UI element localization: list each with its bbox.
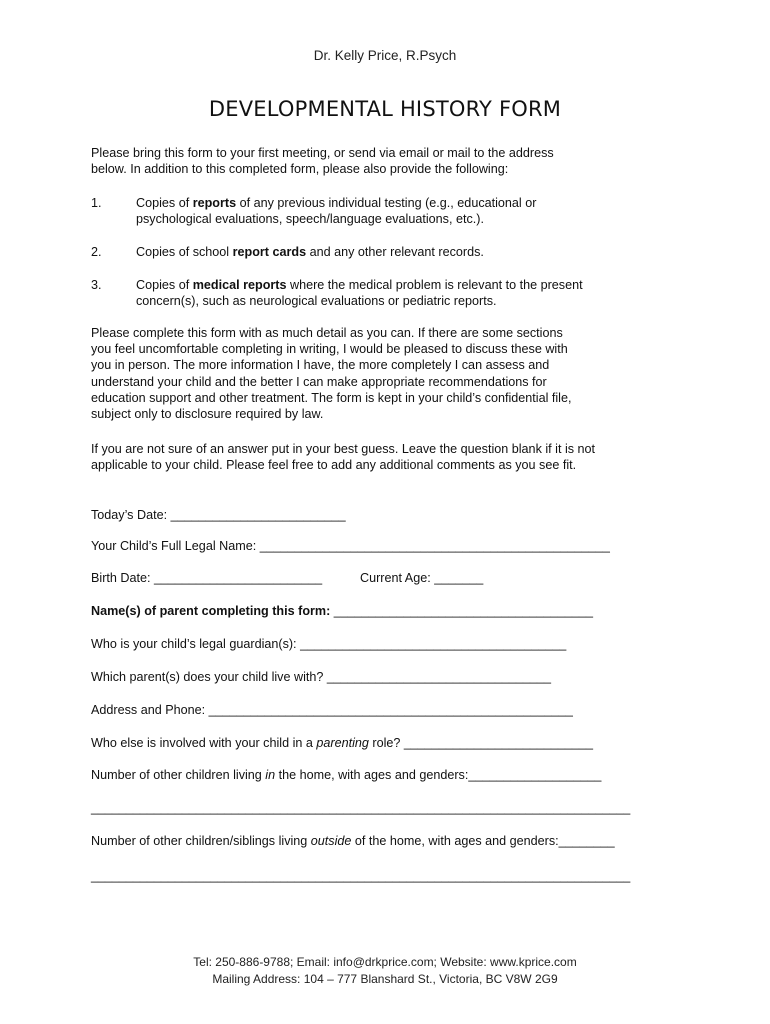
parent-names-field[interactable] — [91, 604, 593, 618]
paragraph-line: education support and other treatment. The form is kept in your child’s confidential file, — [91, 390, 572, 405]
child-full-name-field[interactable] — [91, 539, 610, 553]
todays-date-field[interactable] — [91, 508, 346, 522]
lives-with-field[interactable] — [91, 670, 551, 684]
intro-paragraph — [91, 145, 631, 177]
paragraph-line: Please complete this form with as much detail as you can. If there are some sections — [91, 326, 563, 340]
field-label: Who is your child’s legal guardian(s): — [91, 637, 301, 651]
field-label: Today’s Date: — [91, 508, 171, 522]
field-label: Current Age: — [360, 571, 435, 585]
lives-with-blank[interactable]: ________________________________ — [326, 670, 552, 684]
paragraph-line: subject only to disclosure required by law. — [91, 407, 324, 422]
page-title: DEVELOPMENTAL HISTORY FORM — [208, 97, 562, 121]
paragraph-line: you feel uncomfortable completing in writing, I would be pleased to discuss these with — [91, 342, 568, 357]
children-in-home-line2[interactable]: _____________________________________________________________________________ — [91, 801, 631, 815]
field-label: Birth Date: — [91, 571, 154, 585]
field-label: role? — [368, 736, 404, 750]
children-outside-home-blank[interactable]: ________ — [558, 834, 615, 848]
paragraph-line: If you are not sure of an answer put in your best guess. Leave the question blank if it is not — [91, 442, 596, 456]
children-in-home-blank[interactable]: ___________________ — [468, 768, 602, 782]
child-full-name-blank[interactable]: __________________________________________________ — [259, 539, 610, 553]
guess-paragraph — [91, 441, 651, 473]
instructions-paragraph — [91, 325, 651, 422]
paragraph-line: applicable to your child. Please feel free to add any additional comments as you see fit. — [91, 458, 577, 473]
item-text: Copies of school — [136, 245, 233, 259]
legal-guardian-field[interactable] — [91, 637, 566, 651]
parent-names-blank[interactable]: _____________________________________ — [330, 604, 593, 618]
children-in-home-field[interactable] — [91, 768, 601, 782]
field-label: Your Child’s Full Legal Name: — [91, 539, 260, 553]
field-label-italic: parenting — [316, 736, 369, 750]
footer-contact: Tel: 250-886-9788; Email: info@drkprice.com; Website: www.kprice.com — [193, 955, 577, 969]
field-label: Who else is involved with your child in a — [91, 736, 317, 750]
children-outside-home-field[interactable] — [91, 834, 615, 848]
field-label: Which parent(s) does your child live with? — [91, 670, 327, 684]
field-label: of the home, with ages and genders: — [351, 834, 559, 848]
item-bold-text: report cards — [232, 245, 307, 259]
item-text: Copies of — [136, 278, 193, 292]
field-label-italic: in — [265, 768, 276, 782]
paragraph-line: you in person. The more information I have, the more completely I can assess and — [91, 358, 550, 373]
item-bold-text: medical reports — [192, 278, 287, 292]
children-outside-home-line2[interactable]: _____________________________________________________________________________ — [91, 869, 631, 883]
field-label: Address and Phone: — [91, 703, 209, 717]
item-text: and any other relevant records. — [306, 245, 484, 259]
legal-guardian-blank[interactable]: ______________________________________ — [300, 637, 567, 651]
paragraph-line: understand your child and the better I can make appropriate recommendations for — [91, 374, 547, 389]
item-text: of any previous individual testing (e.g., educational or — [236, 196, 537, 210]
todays-date-blank[interactable]: _________________________ — [170, 508, 346, 522]
intro-line: Please bring this form to your first meeting, or send via email or mail to the address — [91, 146, 554, 160]
item-text-line2: psychological evaluations, speech/language evaluations, etc.). — [136, 212, 484, 227]
parenting-role-blank[interactable]: ___________________________ — [403, 736, 594, 750]
address-phone-blank[interactable]: ____________________________________________________ — [208, 703, 573, 717]
list-number: 3. — [91, 278, 102, 292]
address-phone-field[interactable] — [91, 703, 573, 717]
field-label: the home, with ages and genders: — [275, 768, 469, 782]
current-age-blank[interactable]: _______ — [434, 571, 484, 585]
footer-address: Mailing Address: 104 – 777 Blanshard St., Victoria, BC V8W 2G9 — [212, 972, 558, 986]
parenting-role-field[interactable] — [91, 736, 593, 750]
field-label-italic: outside — [310, 834, 352, 848]
practitioner-name: Dr. Kelly Price, R.Psych — [313, 48, 457, 63]
list-number: 1. — [91, 196, 102, 210]
list-number: 2. — [91, 245, 102, 259]
item-text-line2: concern(s), such as neurological evaluations or pediatric reports. — [136, 294, 497, 309]
birth-date-blank[interactable]: ________________________ — [154, 571, 323, 585]
item-text: where the medical problem is relevant to the present — [286, 278, 583, 292]
item-text: Copies of — [136, 196, 193, 210]
field-label: Name(s) of parent completing this form: — [91, 604, 331, 618]
field-label: Number of other children living — [91, 768, 266, 782]
item-bold-text: reports — [192, 196, 237, 210]
current-age-field[interactable] — [360, 571, 483, 585]
field-label: Number of other children/siblings living — [91, 834, 311, 848]
intro-line: below. In addition to this completed form, please also provide the following: — [91, 162, 509, 177]
birth-date-field[interactable] — [91, 571, 322, 585]
